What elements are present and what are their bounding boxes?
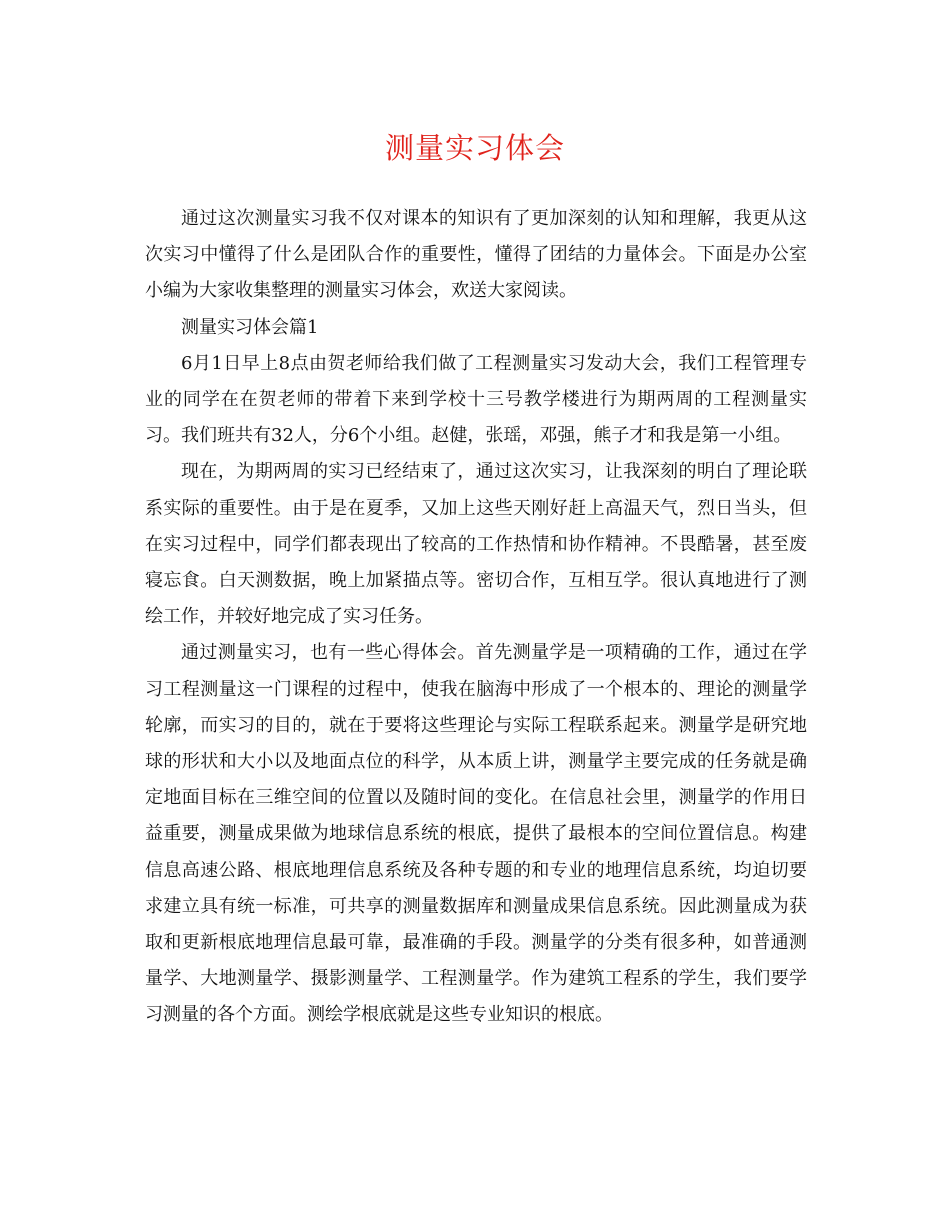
document-body: [145, 201, 807, 1034]
paragraph-intro: 通过这次测量实习我不仅对课本的知识有了更加深刻的认知和理解，我更从这次实习中懂得了什么是团队合作的重要性，懂得了团结的力量体会。下面是办公室小编为大家收集整理的测量实习体会，欢送大家阅读。: [145, 208, 807, 302]
paragraph-3: 通过测量实习，也有一些心得体会。首先测量学是一项精确的工作，通过在学习工程测量这一门课程的过程中，使我在脑海中形成了一个根本的、理论的测量学轮廓，而实习的目的，就在于要将这些理论与实际工程联系起来。测量学是研究地球的形状和大小以及地面点位的科学，从本质上讲，测量学主要完成的任务就是确定地面目标在三维空间的位置以及随时间的变化。在信息社会里，测量学的作用日益重要，测量成果做为地球信息系统的根底，提供了最根本的空间位置信息。构建信息高速公路、根底地理信息系统及各种专题的和专业的地理信息系统，均迫切要求建立具有统一标准，可共享的测量数据库和测量成果信息系统。因此测量成为获取和更新根底地理信息最可靠，最准确的手段。测量学的分类有很多种，如普通测量学、大地测量学、摄影测量学、工程测量学。作为建筑工程系的学生，我们要学习测量的各个方面。测绘学根底就是这些专业知识的根底。: [145, 642, 807, 1026]
page-title: 测量实习体会: [384, 131, 565, 165]
paragraph-2: 现在，为期两周的实习已经结束了，通过这次实习，让我深刻的明白了理论联系实际的重要性。由于是在夏季，又加上这些天刚好赶上高温天气，烈日当头，但在实习过程中，同学们都表现出了较高的工作热情和协作精神。不畏酷暑，甚至废寝忘食。白天测数据，晚上加紧描点等。密切合作，互相互学。很认真地进行了测绘工作，并较好地完成了实习任务。: [145, 461, 807, 628]
paragraph-1: 6月1日早上8点由贺老师给我们做了工程测量实习发动大会，我们工程管理专业的同学在在贺老师的带着下来到学校十三号教学楼进行为期两周的工程测量实习。我们班共有32人，分6个小组。赵健，张瑶，邓强，熊子才和我是第一小组。: [145, 352, 807, 447]
section-heading: 测量实习体会篇1: [181, 316, 319, 338]
